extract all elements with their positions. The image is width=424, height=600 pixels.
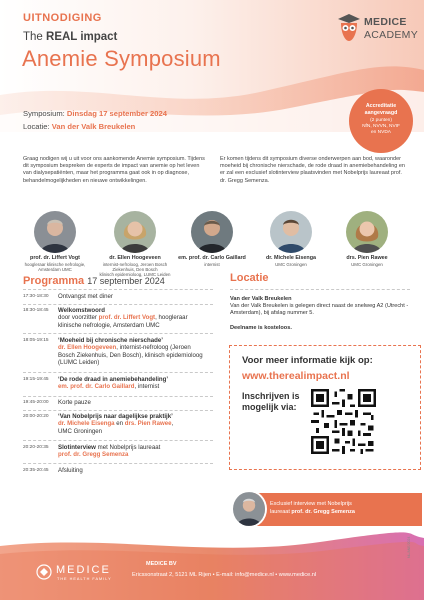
badge-line4: NfN, NVVN, NVIF <box>362 124 400 129</box>
program-heading: Slotinterview <box>58 444 96 451</box>
speaker-photo <box>114 211 156 253</box>
program-time: 20:20-20:35 <box>23 445 49 450</box>
program-time: 19:45-20:00 <box>23 400 49 405</box>
program-time: 20:35-20:45 <box>23 468 49 473</box>
program-time: 18:05-19:15 <box>23 338 49 343</box>
speaker-card <box>330 211 404 267</box>
subtitle-bold: REAL impact <box>46 31 118 43</box>
speaker-name: dr. Michele Eisenga <box>265 255 317 261</box>
program-divider <box>23 289 213 290</box>
owl-icon <box>336 13 362 43</box>
program-heading: ‘Van Nobelprijs naar dagelijkse praktijk’ <box>58 413 173 420</box>
program-line: , internist <box>134 383 160 391</box>
program-heading: ‘De rode draad in anemiebehandeling’ <box>58 376 169 383</box>
speaker-card <box>175 211 249 267</box>
program-line: (LUMC Leiden) <box>58 359 100 367</box>
program-text <box>58 467 213 474</box>
intro-right: Er komen tijdens dit symposium diverse onderwerpen aan bod, waaronder moeheid bij chronische nierschade, de rode draad in anemiebehandeling en er zal een exclusief slotinterview plaatsvinden met Nobelprijs laureaat prof. dr. Gregg Semenza. <box>220 156 405 184</box>
participation-free: Deelname is kosteloos. <box>230 325 292 331</box>
document-code: NL/ANE/2024 <box>407 536 411 558</box>
website-link[interactable]: www.therealimpact.nl <box>242 370 350 382</box>
program-speaker: prof. dr. Gregg Semenza <box>58 451 129 459</box>
speaker-card <box>254 211 328 267</box>
speaker-photo <box>270 211 312 253</box>
program-line: , hoogleraar <box>155 314 188 322</box>
program-title <box>23 275 165 287</box>
program-speaker: drs. Pien Rawee <box>124 420 172 428</box>
speaker-role: Ziekenhuis, Den Bosch <box>112 266 158 272</box>
meta-date <box>23 109 167 118</box>
speaker-card <box>18 211 92 272</box>
signup-line2: mogelijk via: <box>242 402 297 412</box>
program-divider <box>23 333 213 334</box>
program-divider <box>23 410 213 411</box>
program-line: Korte pauze <box>58 399 91 406</box>
footer <box>0 528 424 600</box>
speaker-role: UMC Groningen <box>351 261 383 267</box>
location-name: Van der Valk Breukelen <box>230 296 292 302</box>
interview-banner <box>246 493 422 526</box>
program-text <box>58 413 213 435</box>
program-title-text: Programma <box>23 275 85 287</box>
speaker-role: UMC Groningen <box>275 261 307 267</box>
speaker-role: internist <box>204 261 220 267</box>
program-line: door voorzitter <box>58 314 97 322</box>
program-divider <box>23 463 213 464</box>
qr-code[interactable] <box>311 389 376 454</box>
program-time: 19:15-19:45 <box>23 377 49 382</box>
meta-location-value: Van der Valk Breukelen <box>51 122 136 131</box>
footer-company: MEDICE BV <box>146 561 177 567</box>
program-line: met Nobelprijs laureaat <box>95 444 161 451</box>
speaker-name: em. prof. dr. Carlo Gaillard <box>178 255 246 261</box>
program-text <box>58 376 213 391</box>
program-time: 17:30-18:30 <box>23 294 49 299</box>
program-text <box>58 293 213 300</box>
speaker-name: drs. Pien Rawee <box>346 255 388 261</box>
program-line: Bosch Ziekenhuis, Den Bosch), klinisch epidemioloog <box>58 351 203 359</box>
interview-photo <box>231 490 267 528</box>
program-line: en <box>114 420 125 428</box>
accreditation-badge <box>349 89 413 153</box>
location-divider <box>230 289 410 290</box>
program-heading: ‘Moeheid bij chronische nierschade’ <box>58 337 163 344</box>
program-divider <box>23 440 213 441</box>
meta-date-label: Symposium: <box>23 109 65 118</box>
speaker-photo <box>34 211 76 253</box>
program-text <box>58 444 213 459</box>
speaker-role: hoogleraar klinische nefrologie, <box>24 261 86 267</box>
program-text <box>58 307 213 329</box>
speaker-role: internist-nefroloog, Jeroen Bosch <box>102 261 168 267</box>
speaker-photo <box>191 211 233 253</box>
subtitle-prefix: The <box>23 31 43 43</box>
program-time: 18:30-18:45 <box>23 308 49 313</box>
program-time: 20:00-20:20 <box>23 414 49 419</box>
interview-line2 <box>270 509 355 515</box>
speaker-photo <box>346 211 388 253</box>
meta-location-label: Locatie: <box>23 122 50 131</box>
program-text <box>58 399 213 406</box>
program-speaker: dr. Michele Eisenga <box>58 420 115 428</box>
info-box <box>229 345 421 470</box>
program-line: , internist-nefroloog (Jeroen <box>116 344 191 352</box>
speaker-name: dr. Ellen Hoogeveen <box>109 255 161 261</box>
program-heading: Welkomstwoord <box>58 307 105 314</box>
badge-line2: aangevraagd <box>364 109 398 116</box>
logo-text-academy: ACADEMY <box>364 29 419 41</box>
program-line: Afsluiting <box>58 467 83 474</box>
interview-line1: Exclusief interview met Nobelprijs <box>270 501 352 507</box>
program-line: Ontvangst met diner <box>58 293 113 300</box>
intro-left: Graag nodigen wij u uit voor ons aankomende Anemie symposium. Tijdens dit symposium bespreken de experts de impact van anemie op het leven van dialysepatiënten, maar het programma gaat ook in op diagnose, behandelmogelijkheden en nieuwe ontwikkelingen. <box>23 156 205 184</box>
program-speaker: em. prof. dr. Carlo Gaillard <box>58 383 135 391</box>
speaker-name: prof. dr. Liffert Vogt <box>30 255 80 261</box>
program-speaker: prof. dr. Liffert Vogt <box>98 314 156 322</box>
program-divider <box>23 304 213 305</box>
badge-line3: (2 punten) <box>370 118 392 123</box>
program-date: 17 september 2024 <box>87 276 165 286</box>
program-divider <box>23 372 213 373</box>
program-text <box>58 337 213 367</box>
interview-prefix: laureaat <box>270 509 290 515</box>
interview-name: prof. dr. Gregg Semenza <box>291 509 355 515</box>
program-divider <box>23 396 213 397</box>
speaker-card <box>98 211 172 278</box>
program-line: UMC Groningen <box>58 427 103 435</box>
page-title: Anemie Symposium <box>22 46 221 71</box>
info-heading: Voor meer informatie kijk op: <box>242 355 373 366</box>
program-line: klinische nefrologie, Amsterdam UMC <box>58 321 160 329</box>
medice-academy-logo <box>336 13 419 45</box>
signup-text <box>242 391 304 413</box>
signup-line1: Inschrijven is <box>242 391 300 401</box>
footer-address: Ericssonstraat 2, 5121 ML Rijen • E-mail: info@medice.nl • www.medice.nl <box>132 572 317 578</box>
footer-brand: MEDICE <box>56 564 111 576</box>
speaker-role: Amsterdam UMC <box>38 266 72 272</box>
meta-date-value: Dinsdag 17 september 2024 <box>66 109 167 118</box>
location-address: Van der Valk Breukelen is gelegen direct naast de snelweg A2 (Utrecht - Amsterdam), bij afslag nummer 5. <box>230 303 409 317</box>
program-speaker: dr. Ellen Hoogeveen <box>58 344 117 352</box>
location-title: Locatie <box>230 272 269 284</box>
meta-location <box>23 122 135 131</box>
badge-line1: Accreditatie <box>365 103 397 109</box>
speaker-role: klinisch epidemioloog, LUMC Leiden <box>99 272 171 278</box>
logo-text-medice: MEDICE <box>364 16 407 28</box>
program-line: , <box>171 420 174 428</box>
footer-tagline: THE HEALTH FAMILY <box>57 577 112 581</box>
invitation-kicker: UITNODIGING <box>23 12 102 24</box>
badge-line5: en NVDA <box>371 130 391 135</box>
subtitle <box>23 31 117 43</box>
